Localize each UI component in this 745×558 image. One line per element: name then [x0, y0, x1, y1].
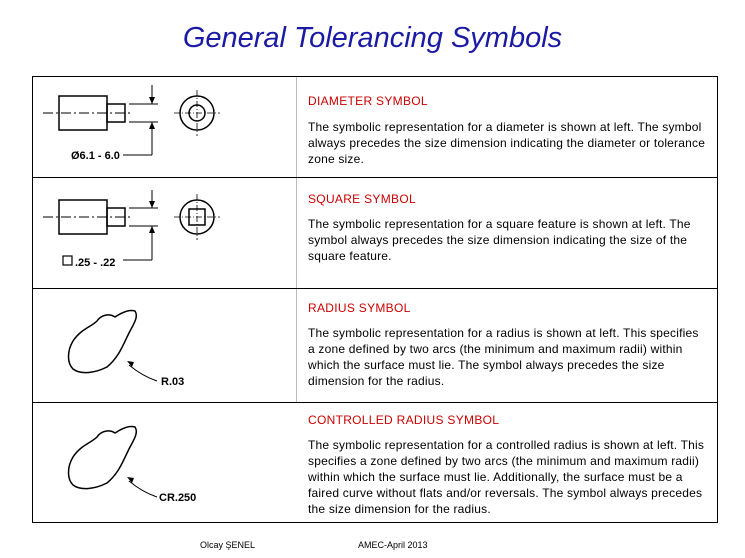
radius-heading: RADIUS SYMBOL [308, 301, 411, 315]
table-row-diameter [33, 77, 717, 178]
table-row-radius [33, 289, 717, 403]
diameter-dimension-label: Ø6.1 - 6.0 [71, 150, 120, 162]
diameter-heading: DIAMETER SYMBOL [308, 94, 428, 108]
square-description: The symbolic representation for a square feature is shown at left. The symbol always precedes the size dimension indicating the size of the square feature. [308, 217, 691, 263]
radius-description: The symbolic representation for a radius is shown at left. This specifies a zone defined by two arcs (the minimum and maximum radii) within which the surface must lie. The symbol always precedes the size dimension for the radius. [308, 326, 699, 388]
footer-author: Olcay ŞENEL [200, 540, 256, 550]
controlled-radius-description: The symbolic representation for a controlled radius is shown at left. This specifies a zone defined by two arcs (the minimum and maximum radii) within which the surface must lie. Additionally, the surface must be a faired curve without flats and/or reversals. The symbol always precedes the size dimension for the radius. [308, 438, 705, 516]
footer-event: AMEC-April 2013 [358, 540, 428, 550]
table-row-controlled-radius [33, 403, 717, 522]
square-dimension-label: .25 - .22 [75, 257, 116, 269]
radius-dimension-label: R.03 [161, 376, 185, 388]
table-row-square [33, 178, 717, 289]
diameter-description: The symbolic representation for a diameter is shown at left. The symbol always precedes the size dimension indicating the diameter or tolerance zone size. [308, 120, 706, 166]
controlled-radius-drawing [33, 403, 297, 522]
square-drawing [33, 178, 297, 288]
controlled-radius-heading: CONTROLLED RADIUS SYMBOL [308, 413, 500, 427]
controlled-radius-dimension-label: CR.250 [159, 492, 197, 504]
symbols-table [32, 76, 718, 523]
square-heading: SQUARE SYMBOL [308, 192, 416, 206]
radius-drawing [33, 289, 297, 402]
diameter-drawing [33, 77, 297, 177]
page-title: General Tolerancing Symbols [182, 22, 563, 54]
